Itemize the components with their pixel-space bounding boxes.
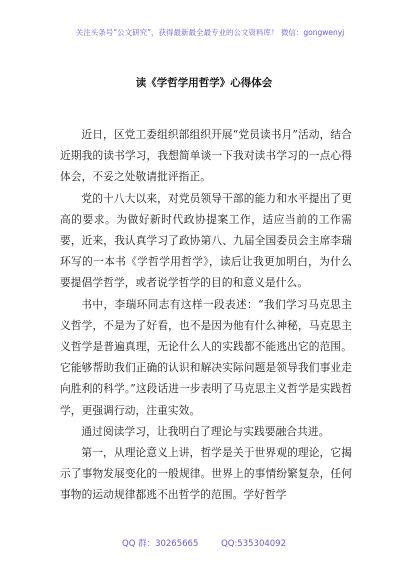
document-body [60,124,352,506]
paragraph: 第一，从理论意义上讲，哲学是关于世界观的理论，它揭示了事物发展变化的一般规律。世界上的事情纷繁复杂，任何事物的运动规律都逃不出哲学的范围。学好哲学 [60,446,352,502]
paragraph: 党的十八大以来，对党员领导干部的能力和水平提出了更高的要求。为做好新时代政协提案工作，适应当前的工作需要，近来，我认真学习了政协第八、九届全国委员会主席李瑞环写的一本书《学哲学用哲学》，读后让我更加明白，为什么要提倡学哲学，或者说学哲学的目的和意义是什么。 [60,191,352,290]
paragraph: 近日，区党工委组织部组织开展“党员读书月”活动，结合近期我的读书学习，我想简单谈一下我对读书学习的一点心得体会，不妥之处敬请批评指正。 [60,128,352,184]
paragraph: 书中，李瑞环同志有这样一段表述：“我们学习马克思主义哲学，不是为了好看，也不是因为他有什么神秘，马克思主义哲学是普遍真理，无论什么人的实践都不能逃出它的范围。它能够帮助我们正确的认识和解决实际问题是领导我们事业走向胜利的科学。”这段话进一步表明了马克思主义哲学是实践哲学，更强调行动，注重实效。 [60,297,352,417]
paragraph: 通过阅读学习，让我明白了理论与实践要融合共进。 [81,424,330,438]
footer-qq-group: QQ 群：30265665 [122,539,199,549]
document-title: 读《学哲学用哲学》心得体会 [135,77,273,89]
footer-contact [0,537,408,549]
footer-qq-number: QQ:535304092 [221,539,286,549]
header-banner: 关注头条号“公文研究”，获得最新最全最专业的公文资料库！ 微信：gongwenyj [75,28,345,37]
